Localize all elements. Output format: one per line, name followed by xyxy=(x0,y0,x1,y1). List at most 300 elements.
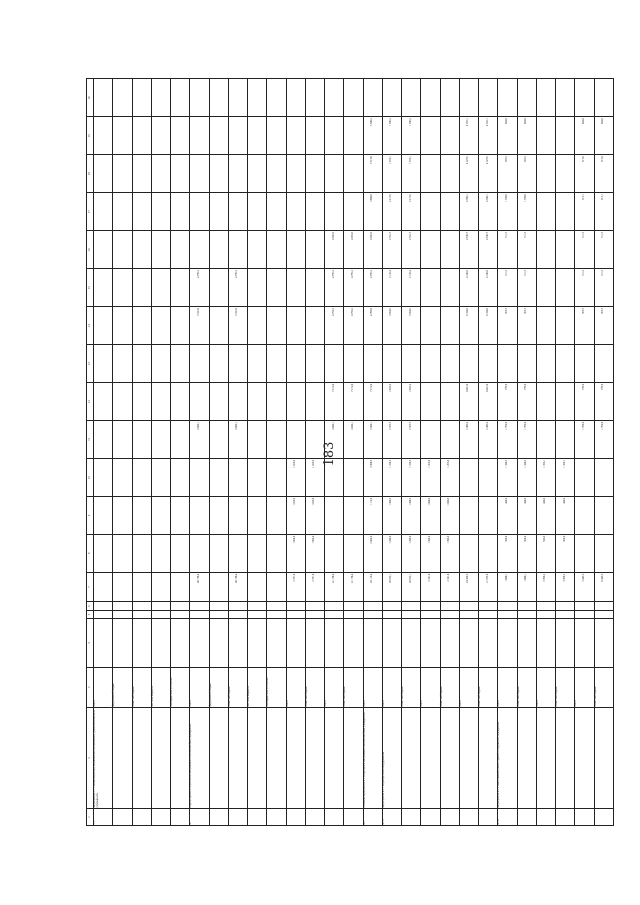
table-cell xyxy=(113,193,132,231)
table-cell: 1 295,6 xyxy=(440,458,459,496)
table-cell: Мероприятие 4.1.2 «Капитальный ремонт зданий и сооружений учреждений» xyxy=(498,707,517,808)
table-cell xyxy=(190,193,209,231)
table-cell: 45 110,4 xyxy=(363,572,382,602)
table-cell xyxy=(209,458,228,496)
table-cell: всего xyxy=(459,667,478,707)
table-cell xyxy=(190,155,209,193)
table-cell xyxy=(113,572,132,602)
table-cell: 307,2 xyxy=(498,155,517,193)
table-cell xyxy=(325,602,344,610)
table-cell xyxy=(286,269,305,307)
column-number-cell: 13 xyxy=(87,345,94,383)
table-cell xyxy=(113,534,132,572)
table-cell xyxy=(113,619,132,668)
table-cell xyxy=(190,79,209,117)
table-cell xyxy=(286,619,305,668)
table-cell xyxy=(228,610,247,618)
table-cell xyxy=(267,707,286,808)
table-cell xyxy=(94,79,113,117)
table-cell xyxy=(556,231,575,269)
table-cell: 1 360,0 xyxy=(421,534,440,572)
table-cell: 1 376,8 xyxy=(517,193,536,231)
table-cell xyxy=(305,345,324,383)
table-cell xyxy=(305,619,324,668)
table-cell: 317,0 xyxy=(594,155,613,193)
table-cell: 4 386,1 xyxy=(459,193,478,231)
table-cell: областной бюджет xyxy=(517,667,536,707)
column-number-cell: 18 xyxy=(87,155,94,193)
table-cell: 3 708,2 xyxy=(556,572,575,602)
table-cell: внебюджетные источники xyxy=(267,667,286,707)
table-cell xyxy=(132,602,151,610)
table-cell: областной бюджет xyxy=(132,667,151,707)
table-cell: 739,8 xyxy=(594,382,613,420)
table-cell xyxy=(113,155,132,193)
table-cell xyxy=(556,382,575,420)
table-cell xyxy=(344,809,363,826)
table-cell xyxy=(248,602,267,610)
table-cell xyxy=(228,117,247,155)
table-cell: 739,8 xyxy=(498,382,517,420)
table-cell xyxy=(594,534,613,572)
table-cell: 395,7 xyxy=(498,307,517,345)
table-cell: 3 443,3 xyxy=(575,572,594,602)
table-cell: всего xyxy=(325,667,344,707)
table-cell xyxy=(151,193,170,231)
table-cell xyxy=(171,79,190,117)
table-cell xyxy=(536,155,555,193)
table-cell: 7 212,6 xyxy=(344,382,363,420)
table-cell: 6 401,6 xyxy=(479,382,498,420)
table-cell: 1 790,8 xyxy=(498,420,517,458)
table-cell xyxy=(267,117,286,155)
table-cell xyxy=(440,117,459,155)
table-cell xyxy=(305,117,324,155)
table-row xyxy=(556,79,575,826)
table-cell: областной бюджет xyxy=(305,667,324,707)
table-cell: 500,0 xyxy=(536,534,555,572)
table-cell: областной бюджет xyxy=(344,667,363,707)
table-cell xyxy=(305,602,324,610)
table-cell xyxy=(94,231,113,269)
table-cell: местные бюджеты xyxy=(248,667,267,707)
table-cell: федеральный бюджет xyxy=(113,667,132,707)
table-cell xyxy=(556,307,575,345)
table-cell xyxy=(151,382,170,420)
table-cell xyxy=(421,117,440,155)
table-cell xyxy=(594,707,613,808)
table-cell xyxy=(575,602,594,610)
table-cell xyxy=(209,602,228,610)
table-cell: 804,8 xyxy=(575,117,594,155)
table-cell xyxy=(344,193,363,231)
table-cell xyxy=(421,231,440,269)
table-cell xyxy=(248,534,267,572)
table-cell: 1 025,0 xyxy=(305,458,324,496)
table-cell: 3 313,6 xyxy=(363,155,382,193)
table-cell: 804,8 xyxy=(498,117,517,155)
table-cell xyxy=(536,610,555,618)
table-cell xyxy=(113,458,132,496)
table-cell xyxy=(440,420,459,458)
table-cell xyxy=(286,345,305,383)
table-cell: 4 160,8 xyxy=(459,269,478,307)
table-cell xyxy=(171,155,190,193)
table-cell: 2 217,9 xyxy=(402,193,421,231)
table-cell xyxy=(94,155,113,193)
table-cell: областной бюджет xyxy=(479,667,498,707)
table-cell xyxy=(536,117,555,155)
table-cell: Мероприятие 1.1.1 «Реализация мер, направленных на повышение уровня безопасности учреждений» xyxy=(94,707,113,808)
table-cell: Основное мероприятие 4.1 «Укрепление материально-технической базы учреждений» xyxy=(363,707,382,808)
table-cell xyxy=(594,458,613,496)
column-number-cell: 8 xyxy=(87,534,94,572)
table-cell: 1 790,8 xyxy=(594,420,613,458)
table-cell xyxy=(498,345,517,383)
column-number-cell: 16 xyxy=(87,231,94,269)
table-cell: 1 060,8 xyxy=(421,496,440,534)
table-cell xyxy=(498,619,517,668)
table-cell: Подпрограмма 4 «Укрепление материально-технической базы учреждений» xyxy=(190,707,209,808)
table-cell xyxy=(286,707,305,808)
table-cell xyxy=(248,619,267,668)
table-cell xyxy=(382,610,401,618)
table-cell xyxy=(267,610,286,618)
table-cell xyxy=(536,269,555,307)
table-cell: 4.1. xyxy=(363,809,382,826)
table-cell xyxy=(440,610,459,618)
table-cell xyxy=(209,345,228,383)
table-cell: 2 129,4 xyxy=(382,269,401,307)
table-cell xyxy=(536,231,555,269)
table-cell xyxy=(286,307,305,345)
table-cell xyxy=(402,345,421,383)
table-cell: всего xyxy=(286,667,305,707)
table-cell: 4 349,7 xyxy=(479,231,498,269)
column-number-cell: 15 xyxy=(87,269,94,307)
table-cell xyxy=(305,382,324,420)
table-cell: областной бюджет xyxy=(594,667,613,707)
table-cell xyxy=(267,458,286,496)
table-cell xyxy=(132,707,151,808)
table-cell xyxy=(440,619,459,668)
table-cell: 2 489,0 xyxy=(459,420,478,458)
table-cell: 3 054,9 xyxy=(382,307,401,345)
table-cell: 804,8 xyxy=(517,117,536,155)
table-cell xyxy=(248,193,267,231)
table-cell xyxy=(113,707,132,808)
table-cell: 1 230,5 xyxy=(402,458,421,496)
column-number-cell: 17 xyxy=(87,193,94,231)
table-cell: 4 000,1 xyxy=(190,420,209,458)
table-cell xyxy=(248,707,267,808)
table-cell xyxy=(286,420,305,458)
table-cell xyxy=(286,231,305,269)
table-cell xyxy=(517,809,536,826)
table-cell: 4 763,8 xyxy=(363,307,382,345)
table-row xyxy=(286,79,305,826)
table-cell: Мероприятие 4.1.1 «Приобретение оборудования» xyxy=(382,707,401,808)
table-cell xyxy=(536,307,555,345)
table-cell xyxy=(94,602,113,610)
table-cell xyxy=(382,79,401,117)
table-cell xyxy=(421,610,440,618)
table-cell xyxy=(517,79,536,117)
table-cell xyxy=(151,155,170,193)
table-cell xyxy=(575,534,594,572)
table-cell xyxy=(228,458,247,496)
table-cell xyxy=(286,117,305,155)
table-cell: 739,8 xyxy=(575,382,594,420)
table-cell xyxy=(228,809,247,826)
table-cell: 395,7 xyxy=(517,307,536,345)
table-cell: областной бюджет xyxy=(228,667,247,707)
table-cell xyxy=(459,602,478,610)
table-cell: 4 909,8 xyxy=(344,231,363,269)
table-cell: внебюджетные источники xyxy=(171,667,190,707)
table-cell: 4 000,1 xyxy=(228,420,247,458)
table-cell xyxy=(556,155,575,193)
table-cell xyxy=(536,809,555,826)
table-cell xyxy=(132,496,151,534)
table-cell xyxy=(151,619,170,668)
table-cell xyxy=(209,809,228,826)
table-cell xyxy=(575,809,594,826)
table-cell: 2 341,6 xyxy=(440,572,459,602)
table-cell: 2 341,7 xyxy=(382,231,401,269)
table-cell xyxy=(305,79,324,117)
table-cell: местные бюджеты xyxy=(151,667,170,707)
table-cell xyxy=(594,602,613,610)
table-cell xyxy=(517,619,536,668)
table-cell xyxy=(325,610,344,618)
column-number-cell: 12 xyxy=(87,382,94,420)
table-cell xyxy=(171,707,190,808)
table-cell xyxy=(171,269,190,307)
table-cell xyxy=(228,707,247,808)
table-cell: 4 759,2 xyxy=(344,269,363,307)
table-cell xyxy=(594,610,613,618)
table-cell xyxy=(556,269,575,307)
table-cell: 4 909,8 xyxy=(325,231,344,269)
table-cell: 4 909,8 xyxy=(363,231,382,269)
table-cell xyxy=(556,619,575,668)
table-cell xyxy=(267,193,286,231)
table-cell: 311,3 xyxy=(594,231,613,269)
table-cell xyxy=(190,496,209,534)
table-row xyxy=(171,79,190,826)
table-cell xyxy=(248,496,267,534)
table-cell xyxy=(421,809,440,826)
table-cell xyxy=(517,707,536,808)
table-cell xyxy=(248,307,267,345)
table-cell xyxy=(421,79,440,117)
table-cell xyxy=(421,155,440,193)
table-cell xyxy=(209,155,228,193)
table-cell xyxy=(286,79,305,117)
table-cell: 1 340,3 xyxy=(517,458,536,496)
column-number-cell: 9 xyxy=(87,496,94,534)
table-cell xyxy=(132,420,151,458)
column-number-cell: 14 xyxy=(87,307,94,345)
table-cell: 1 666,1 xyxy=(498,572,517,602)
table-cell: 5 000,1 xyxy=(363,420,382,458)
table-cell: 3 054,9 xyxy=(402,307,421,345)
table-cell xyxy=(171,345,190,383)
table-cell xyxy=(363,345,382,383)
table-cell xyxy=(344,345,363,383)
budget-table xyxy=(86,78,614,826)
table-cell xyxy=(325,193,344,231)
table-cell xyxy=(132,382,151,420)
table-cell xyxy=(190,231,209,269)
table-cell xyxy=(151,420,170,458)
table-cell xyxy=(402,809,421,826)
table-cell xyxy=(267,382,286,420)
table-cell xyxy=(171,231,190,269)
table-cell: 3 341,6 xyxy=(228,307,247,345)
table-cell: всего xyxy=(382,667,401,707)
table-cell xyxy=(479,602,498,610)
table-cell xyxy=(267,572,286,602)
table-cell xyxy=(363,610,382,618)
table-cell xyxy=(94,496,113,534)
table-cell: 4 160,8 xyxy=(459,307,478,345)
table-cell xyxy=(132,809,151,826)
table-cell xyxy=(440,707,459,808)
table-cell: 1 700,2 xyxy=(382,117,401,155)
table-cell xyxy=(171,458,190,496)
table-row xyxy=(594,79,613,826)
table-cell xyxy=(248,420,267,458)
column-number-cell: 4 xyxy=(87,619,94,668)
table-cell xyxy=(556,809,575,826)
table-cell: 739,8 xyxy=(517,382,536,420)
table-cell xyxy=(228,193,247,231)
table-cell xyxy=(267,155,286,193)
table-cell xyxy=(209,231,228,269)
table-cell xyxy=(132,534,151,572)
table-cell xyxy=(228,619,247,668)
table-cell: 1 360,3 xyxy=(402,496,421,534)
table-cell xyxy=(132,619,151,668)
table-cell xyxy=(267,602,286,610)
table-cell xyxy=(94,345,113,383)
table-cell: всего xyxy=(190,667,209,707)
table-cell xyxy=(151,602,170,610)
column-number-cell: 3 xyxy=(87,667,94,707)
table-cell xyxy=(171,496,190,534)
table-cell xyxy=(382,619,401,668)
table-cell xyxy=(402,602,421,610)
table-cell xyxy=(536,707,555,808)
table-cell: 1 260,0 xyxy=(402,534,421,572)
table-cell xyxy=(344,602,363,610)
table-row xyxy=(382,79,401,826)
table-cell xyxy=(305,231,324,269)
table-cell xyxy=(151,79,170,117)
column-number-cell: 10 xyxy=(87,458,94,496)
table-cell xyxy=(286,155,305,193)
table-cell: 1 790,8 xyxy=(575,420,594,458)
table-cell xyxy=(132,79,151,117)
table-cell: 440,0 xyxy=(536,496,555,534)
table-cell xyxy=(440,307,459,345)
table-cell xyxy=(94,610,113,618)
table-row xyxy=(209,79,228,826)
table-cell xyxy=(94,619,113,668)
table-cell xyxy=(440,809,459,826)
table-cell xyxy=(344,610,363,618)
table-cell: 1 700,2 xyxy=(402,117,421,155)
table-cell: 2 489,0 xyxy=(479,420,498,458)
table-cell xyxy=(151,809,170,826)
table-cell: 2 652,0 xyxy=(402,382,421,420)
table-cell xyxy=(113,269,132,307)
table-cell xyxy=(479,458,498,496)
table-cell: 4 160,8 xyxy=(479,307,498,345)
table-cell: 2 217,9 xyxy=(382,193,401,231)
table-cell xyxy=(94,269,113,307)
column-number-cell: 7 xyxy=(87,572,94,602)
table-cell xyxy=(440,382,459,420)
table-row xyxy=(344,79,363,826)
table-cell: 48 176,4 xyxy=(190,572,209,602)
table-cell xyxy=(325,79,344,117)
table-cell xyxy=(171,602,190,610)
table-cell xyxy=(190,382,209,420)
table-cell xyxy=(594,79,613,117)
table-cell xyxy=(228,79,247,117)
table-cell xyxy=(248,155,267,193)
table-cell: 1 376,8 xyxy=(498,193,517,231)
table-cell xyxy=(94,193,113,231)
page-number: 183 xyxy=(322,441,337,467)
table-cell: 440,0 xyxy=(517,496,536,534)
table-cell xyxy=(267,534,286,572)
table-cell: 4.1.1. xyxy=(382,809,401,826)
table-cell xyxy=(421,602,440,610)
table-cell xyxy=(575,458,594,496)
table-row xyxy=(575,79,594,826)
table-cell xyxy=(325,496,344,534)
table-cell xyxy=(171,809,190,826)
table-row xyxy=(248,79,267,826)
table-cell xyxy=(190,610,209,618)
table-cell: 48 176,4 xyxy=(228,572,247,602)
table-cell: федеральный бюджет xyxy=(209,667,228,707)
table-cell: 4 327,9 xyxy=(479,155,498,193)
table-cell: 3 708,2 xyxy=(536,572,555,602)
table-cell xyxy=(248,79,267,117)
table-cell xyxy=(594,809,613,826)
table-cell: 311,3 xyxy=(517,269,536,307)
table-cell xyxy=(94,572,113,602)
table-cell xyxy=(594,496,613,534)
table-row xyxy=(267,79,286,826)
table-cell xyxy=(479,619,498,668)
table-cell: 500,0 xyxy=(517,534,536,572)
table-cell xyxy=(517,602,536,610)
table-cell xyxy=(344,619,363,668)
table-cell xyxy=(151,458,170,496)
table-cell xyxy=(440,155,459,193)
table-cell: 7 212,6 xyxy=(363,382,382,420)
table-cell xyxy=(459,707,478,808)
table-cell xyxy=(421,707,440,808)
table-cell: всего xyxy=(498,667,517,707)
table-cell xyxy=(325,155,344,193)
